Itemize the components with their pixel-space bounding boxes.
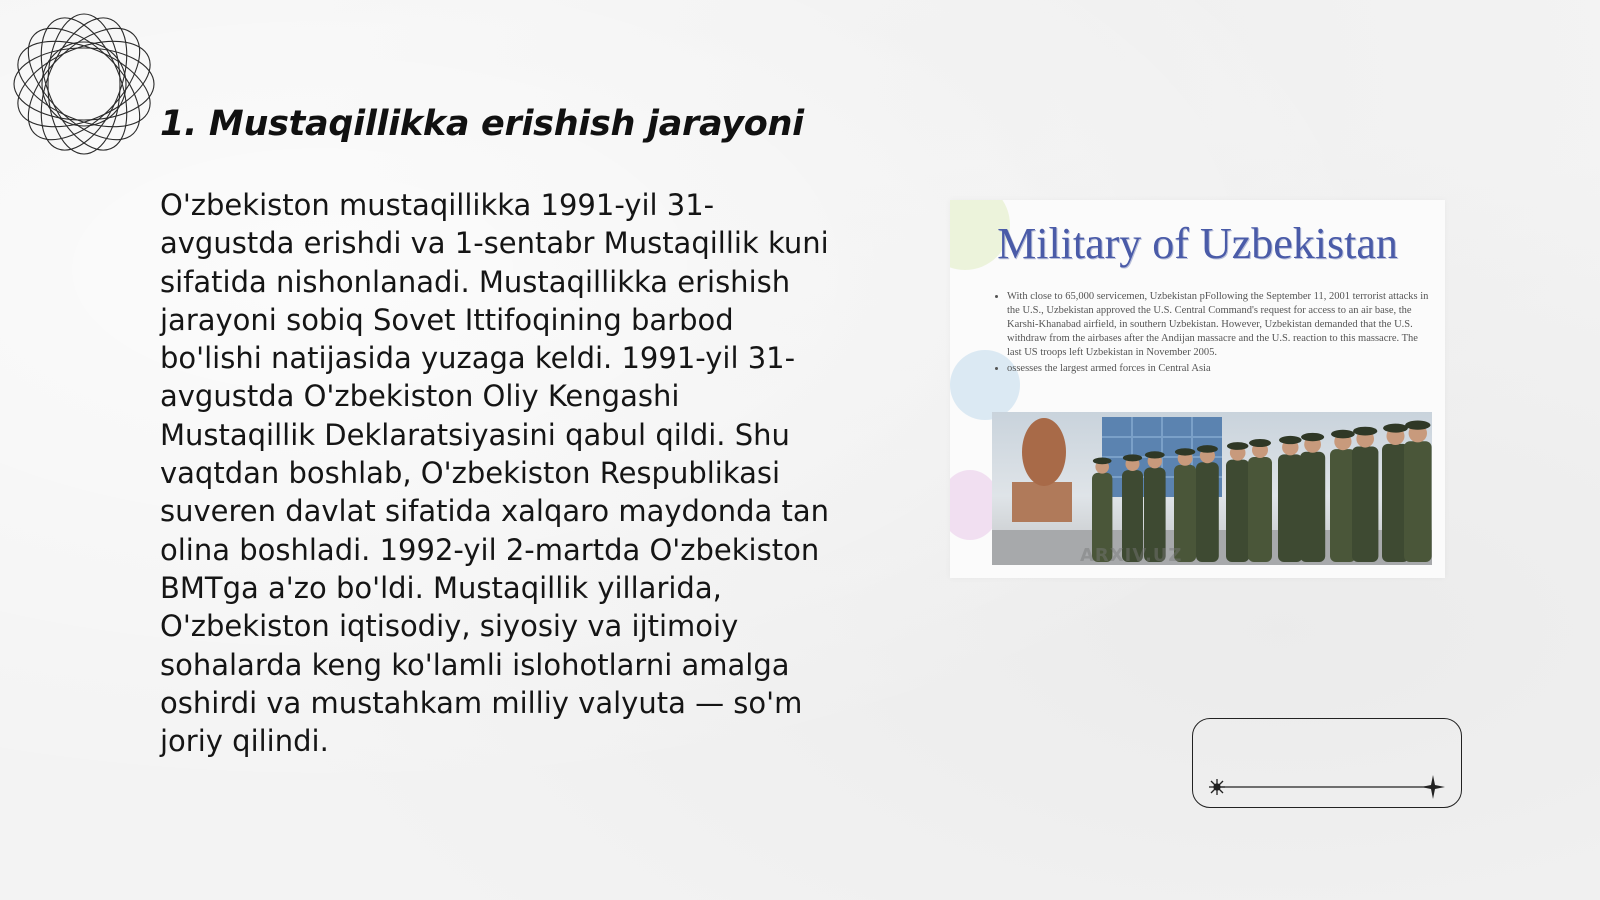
spirograph-ornament-icon [10, 10, 158, 158]
image-title: Military of Uzbekistan [997, 219, 1398, 268]
decorative-frame [1192, 718, 1462, 808]
image-bullet: • With close to 65,000 servicemen, Uzbekistan pFollowing the September 11, 2001 terrorist attacks in the U.S., Uzbekistan approved the U.S. Central Command's request for access to an air base, the Karshi-Khanabad airfield, in southern Uzbekistan. However, Uzbekistan demanded that the U.S. withdraw from the airbases after the Andijan massacre and the U.S. reaction to this massacre. The last US troops left Uzbekistan in November 2005. [1007, 290, 1432, 360]
military-slide-image [950, 200, 1445, 578]
image-bullets [995, 290, 1432, 378]
watermark-text: ARXIV.UZ [1080, 545, 1183, 566]
soldiers-photo [992, 412, 1432, 565]
slide-body-text: O'zbekiston mustaqillikka 1991-yil 31-avgustda erishdi va 1-sentabr Mustaqillik kuni sifatida nishonlanadi. Mustaqillikka erishish jarayoni sobiq Sovet Ittifoqining barbod bo'lishi natijasida yuzaga keldi. 1991-yil 31-avgustda O'zbekiston Oliy Kengashi Mustaqillik Deklaratsiyasini qabul qildi. Shu vaqtdan boshlab, O'zbekiston Respublikasi suveren davlat sifatida xalqaro maydonda tan olina boshladi. 1992-yil 2-martda O'zbekiston BMTga a'zo bo'ldi. Mustaqillik yillarida, O'zbekiston iqtisodiy, siyosiy va ijtimoiy sohalarda keng ko'lamli islohotlarni amalga oshirdi va mustahkam milliy valyuta — so'm joriy qilindi. [160, 188, 829, 759]
starburst-icon [1209, 779, 1225, 795]
sparkle-icon [1421, 775, 1445, 799]
slide-title: 1. Mustaqillikka erishish jarayoni [160, 104, 804, 144]
image-bullet: • ossesses the largest armed forces in Central Asia [1007, 362, 1432, 376]
